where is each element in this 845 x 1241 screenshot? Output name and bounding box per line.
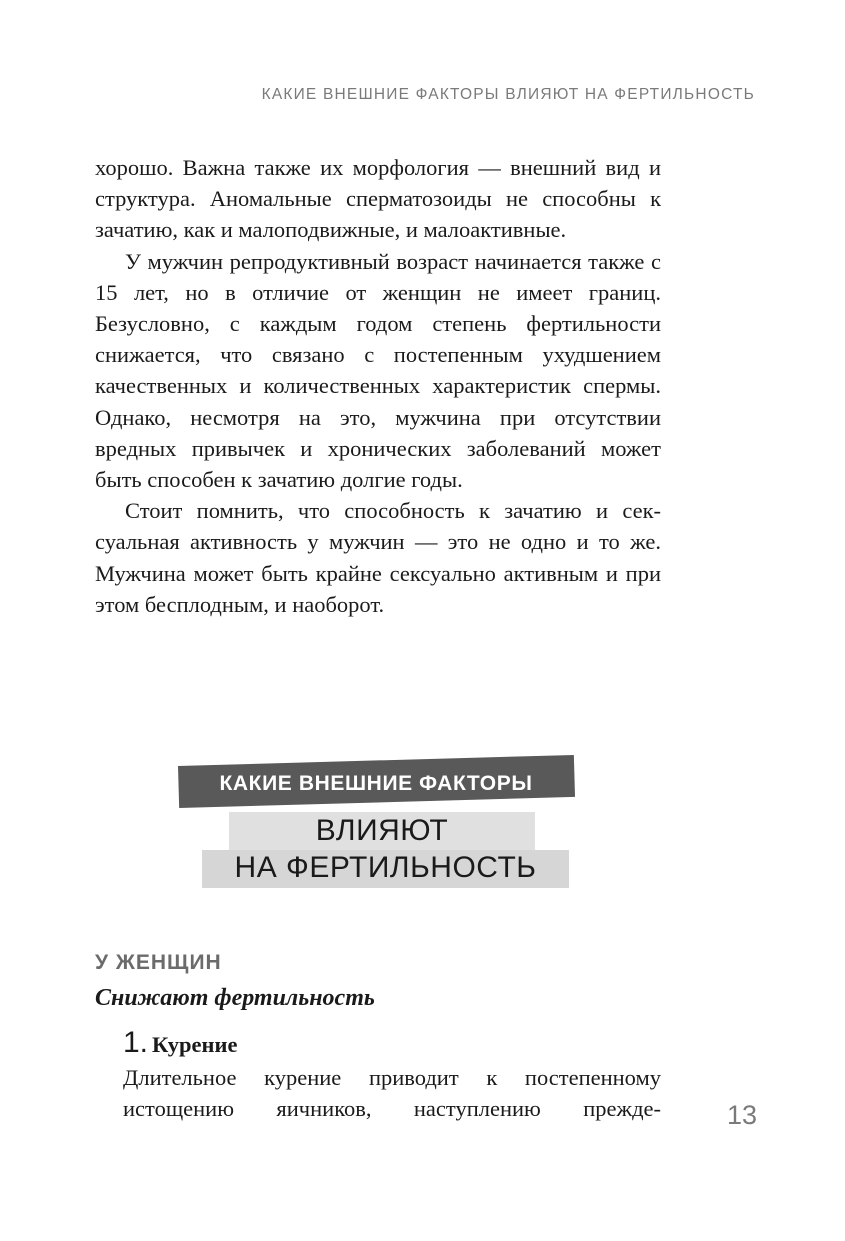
running-header: КАКИЕ ВНЕШНИЕ ФАКТОРЫ ВЛИЯЮТ НА ФЕРТИЛЬНОСТЬ xyxy=(261,86,755,103)
title-line-2: ВЛИЯЮТ xyxy=(315,814,449,847)
paragraph-3: Стоит помнить, что способность к зачатию и сексуальная активность у мужчин — это не одно и то же. Мужчина может быть крайне сексуально активным и при этом бесплодным, и наоборот. xyxy=(95,498,661,617)
item-heading xyxy=(123,1026,237,1060)
subheading-women: У ЖЕНЩИН xyxy=(95,951,222,974)
item-title: Курение xyxy=(152,1032,238,1057)
title-line-1: КАКИЕ ВНЕШНИЕ ФАКТОРЫ xyxy=(219,772,533,795)
paragraph-2: У мужчин репродуктивный возраст начинается также с 15 лет, но в отличие от женщин не имеет границ. Безусловно, с каждым годом степень фертильности снижается, что связано с постепенным ухудшением качественных и количественных характеристик спермы. Однако, несмотря на это, мужчина при отсутствии вредных привычек и хронических заболеваний может быть способен к зачатию долгие годы. xyxy=(95,248,661,493)
title-line-3: НА ФЕРТИЛЬНОСТЬ xyxy=(234,851,537,884)
item-text: Длительное курение приводит к постепенному истощению яичников, наступлению преждe- xyxy=(123,1065,661,1122)
body-text xyxy=(95,152,661,620)
italic-heading: Снижают фертильность xyxy=(95,985,375,1011)
paragraph-1: хорошо. Важна также их морфология — внешний вид и структура. Аномальные сперматозоиды не способны к зачатию, как и малоподвижные, и малоактивные. xyxy=(95,155,661,243)
page-number: 13 xyxy=(726,1100,757,1130)
item-number: 1. xyxy=(123,1026,149,1059)
